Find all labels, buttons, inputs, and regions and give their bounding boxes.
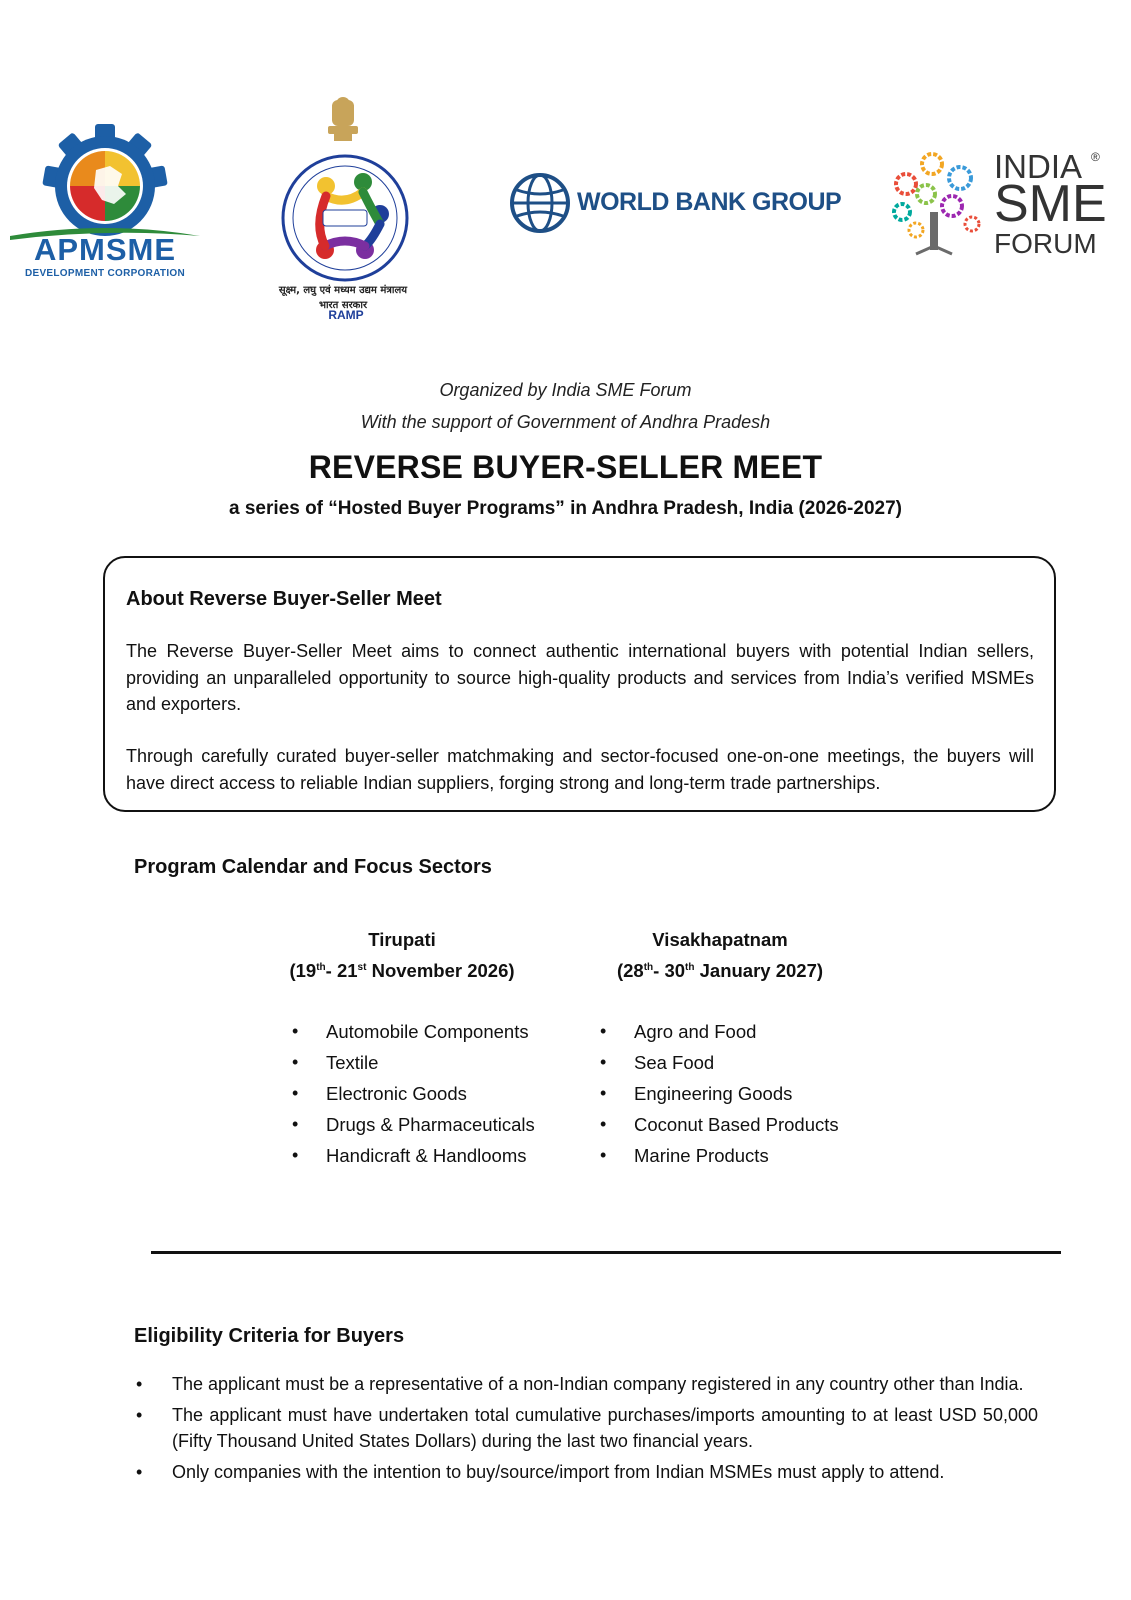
india-sme-line3: FORUM: [994, 228, 1097, 259]
calendar-heading: Program Calendar and Focus Sectors: [134, 856, 492, 878]
about-box: [103, 556, 1056, 812]
list-item: • Drugs & Pharmaceuticals: [292, 1114, 535, 1135]
event-date: (28th- 30th January 2027): [616, 960, 824, 982]
apmsme-tagline: DEVELOPMENT CORPORATION: [24, 268, 186, 279]
section-divider: [151, 1251, 1061, 1254]
about-paragraph-1: The Reverse Buyer-Seller Meet aims to connect authentic international buyers with potential Indian sellers, providing an unparalleled opportunity to source high-quality products and services from India’s verified MSMEs and exporters.: [126, 641, 1034, 714]
list-item: • Marine Products: [600, 1145, 769, 1166]
list-item: • The applicant must have undertaken total cumulative purchases/imports amounting to at least USD 50,000 (Fifty Thousand United States Dollars) during the last two financial years.: [136, 1404, 1038, 1451]
eligibility-list: [136, 1371, 1038, 1489]
ramp-country-line: भारत सरकार: [318, 300, 368, 311]
organized-by-text: Organized by India SME Forum: [439, 380, 692, 400]
list-item: • Engineering Goods: [600, 1083, 793, 1104]
event-city-name: Tirupati: [368, 929, 436, 950]
page-subtitle: a series of “Hosted Buyer Programs” in Andhra Pradesh, India (2026-2027): [229, 498, 902, 519]
list-item: • Agro and Food: [600, 1021, 757, 1042]
apmsme-logo: [10, 124, 200, 284]
list-item: • Handicraft & Handlooms: [292, 1145, 527, 1166]
event-date: (19th- 21st November 2026): [289, 960, 515, 982]
list-item: • Coconut Based Products: [600, 1114, 839, 1135]
event-city-name: Visakhapatnam: [652, 929, 788, 950]
ramp-emblem: [268, 96, 418, 311]
list-item: • Electronic Goods: [292, 1083, 467, 1104]
sector-list-visakhapatnam: [594, 1016, 839, 1171]
globe-icon: [509, 172, 571, 234]
india-sme-line1: INDIA: [994, 148, 1083, 185]
list-item: • Automobile Components: [292, 1021, 529, 1042]
india-sme-forum-logo: [886, 150, 1106, 260]
apmsme-name: APMSME: [33, 232, 177, 267]
world-bank-group-logo: [509, 172, 842, 238]
world-bank-group-name: WORLD BANK GROUP: [577, 188, 842, 216]
list-item: • The applicant must be a representative of a non-Indian company registered in any country other than India.: [136, 1374, 1024, 1394]
list-item: • Textile: [292, 1052, 379, 1073]
gear-tree-icon: [886, 150, 986, 256]
event-city-visakhapatnam: [570, 926, 870, 985]
page-title: REVERSE BUYER-SELLER MEET: [308, 449, 823, 485]
ramp-name: RAMP: [328, 308, 364, 322]
event-city-tirupati: [252, 926, 552, 985]
about-paragraph-2: Through carefully curated buyer-seller matchmaking and sector-focused one-on-one meetings, the buyers will have direct access to reliable Indian suppliers, forging strong and long-term trade partnerships.: [126, 746, 1034, 793]
eligibility-heading: Eligibility Criteria for Buyers: [134, 1325, 405, 1347]
list-item: • Only companies with the intention to buy/source/import from Indian MSMEs must apply to attend.: [136, 1461, 945, 1482]
support-text: With the support of Government of Andhra Pradesh: [360, 412, 771, 432]
ramp-logo: [268, 96, 418, 322]
list-item: • Sea Food: [600, 1052, 715, 1073]
ramp-ministry-line: सूक्ष्म, लघु एवं मध्यम उद्यम मंत्रालय: [278, 285, 408, 296]
national-emblem-icon: [328, 97, 358, 141]
india-sme-registered: ®: [1091, 150, 1100, 164]
sector-list-tirupati: [286, 1016, 535, 1171]
india-sme-line2: SME: [994, 175, 1107, 233]
about-heading: About Reverse Buyer-Seller Meet: [126, 588, 442, 610]
